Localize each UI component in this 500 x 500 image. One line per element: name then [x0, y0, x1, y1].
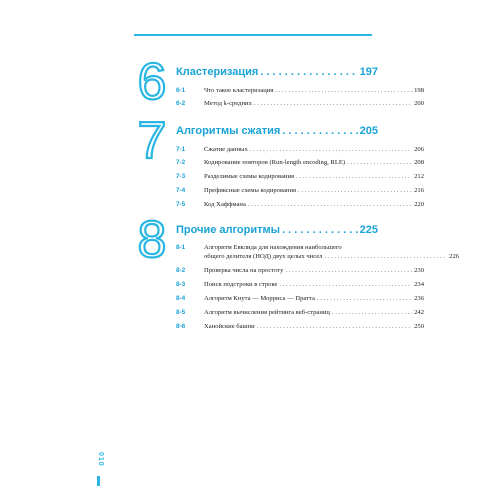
leader-dots	[298, 186, 412, 195]
toc-entry[interactable]	[176, 200, 424, 209]
entry-page: 200	[414, 100, 424, 107]
entry-code: 8-4	[176, 295, 186, 302]
toc-entry[interactable]	[176, 280, 424, 289]
entry-code: 7-1	[176, 146, 186, 153]
entry-page: 206	[414, 146, 424, 153]
entry-title: Алгоритм вычисления рейтинга веб-страниц	[204, 309, 330, 316]
entry-page: 212	[414, 173, 424, 180]
chapter-page: 205	[359, 125, 378, 137]
entry-page: 250	[414, 323, 424, 330]
entry-code: 6-1	[176, 87, 186, 94]
chapter-page: 225	[359, 224, 378, 236]
toc-entry[interactable]	[176, 266, 424, 275]
chapter-heading[interactable]	[176, 125, 378, 137]
page-marker-bar	[97, 476, 100, 486]
leader-dots	[282, 224, 358, 236]
leader-dots	[324, 252, 447, 261]
entry-page: 242	[414, 309, 424, 316]
entry-page: 234	[414, 281, 424, 288]
entry-title: Сжатие данных	[204, 146, 248, 153]
leader-dots	[254, 99, 412, 108]
chapter-heading[interactable]	[176, 224, 378, 236]
leader-dots	[279, 280, 412, 289]
top-rule	[134, 34, 372, 36]
leader-dots	[285, 266, 412, 275]
entry-code: 7-5	[176, 201, 186, 208]
entry-title: Алгоритм Евклида для нахождения наибольшего	[204, 244, 342, 251]
leader-dots	[282, 125, 357, 137]
toc-entry[interactable]	[176, 145, 424, 154]
toc-entry[interactable]	[176, 158, 424, 167]
toc-entry[interactable]	[176, 86, 424, 95]
entry-page: 236	[414, 295, 424, 302]
page-number: 010	[97, 452, 104, 467]
entry-page: 220	[414, 201, 424, 208]
chapter-number: 8	[137, 211, 167, 269]
leader-dots	[248, 200, 412, 209]
toc-entry[interactable]	[176, 99, 424, 108]
toc-entry[interactable]	[176, 172, 424, 181]
entry-title: Проверка числа на простоту	[204, 267, 284, 274]
chapter-page: 197	[359, 66, 378, 78]
leader-dots	[332, 308, 412, 317]
entry-code: 8-6	[176, 323, 186, 330]
toc-entry[interactable]	[176, 322, 424, 331]
entry-code: 6-2	[176, 100, 186, 107]
leader-dots	[257, 322, 412, 331]
entry-code: 8-3	[176, 281, 186, 288]
entry-code: 8-1	[176, 244, 186, 251]
entry-title: Код Хаффмана	[204, 201, 246, 208]
entry-title: Префиксные схемы кодирования	[204, 187, 297, 194]
leader-dots	[260, 66, 357, 78]
leader-dots	[347, 158, 412, 167]
toc-entry[interactable]	[176, 186, 424, 195]
entry-title: Что такое кластеризация	[204, 87, 274, 94]
leader-dots	[296, 172, 412, 181]
entry-code: 7-4	[176, 187, 186, 194]
entry-page: 208	[414, 159, 424, 166]
entry-title: Ханойские башни	[204, 323, 255, 330]
chapter-title: Кластеризация	[176, 66, 259, 78]
toc-entry[interactable]	[176, 308, 424, 317]
entry-page: 216	[414, 187, 424, 194]
entry-page: 198	[414, 87, 424, 94]
entry-page: 230	[414, 267, 424, 274]
toc-entry[interactable]	[176, 294, 424, 303]
entry-title: Кодирование повторов (Run-length encoding, RLE)	[204, 159, 346, 166]
entry-code: 7-2	[176, 159, 186, 166]
entry-title: Поиск подстроки в строке	[204, 281, 278, 288]
entry-title-continued: общего делителя (НОД) двух целых чисел	[204, 253, 323, 260]
chapter-number: 6	[137, 53, 167, 111]
chapter-heading[interactable]	[176, 66, 378, 78]
leader-dots	[275, 86, 412, 95]
chapter-number: 7	[137, 112, 167, 170]
entry-title: Метод k-средних	[204, 100, 252, 107]
toc-entry[interactable]	[176, 243, 460, 261]
entry-code: 8-5	[176, 309, 186, 316]
entry-code: 8-2	[176, 267, 186, 274]
chapter-title: Алгоритмы сжатия	[176, 125, 281, 137]
entry-title: Алгоритм Кнута — Морриса — Пратта	[204, 295, 315, 302]
entry-page: 226	[449, 253, 460, 260]
chapter-title: Прочие алгоритмы	[176, 224, 281, 236]
entry-code: 7-3	[176, 173, 186, 180]
leader-dots	[250, 145, 412, 154]
leader-dots	[317, 294, 412, 303]
entry-title: Разделимые схемы кодирования	[204, 173, 295, 180]
